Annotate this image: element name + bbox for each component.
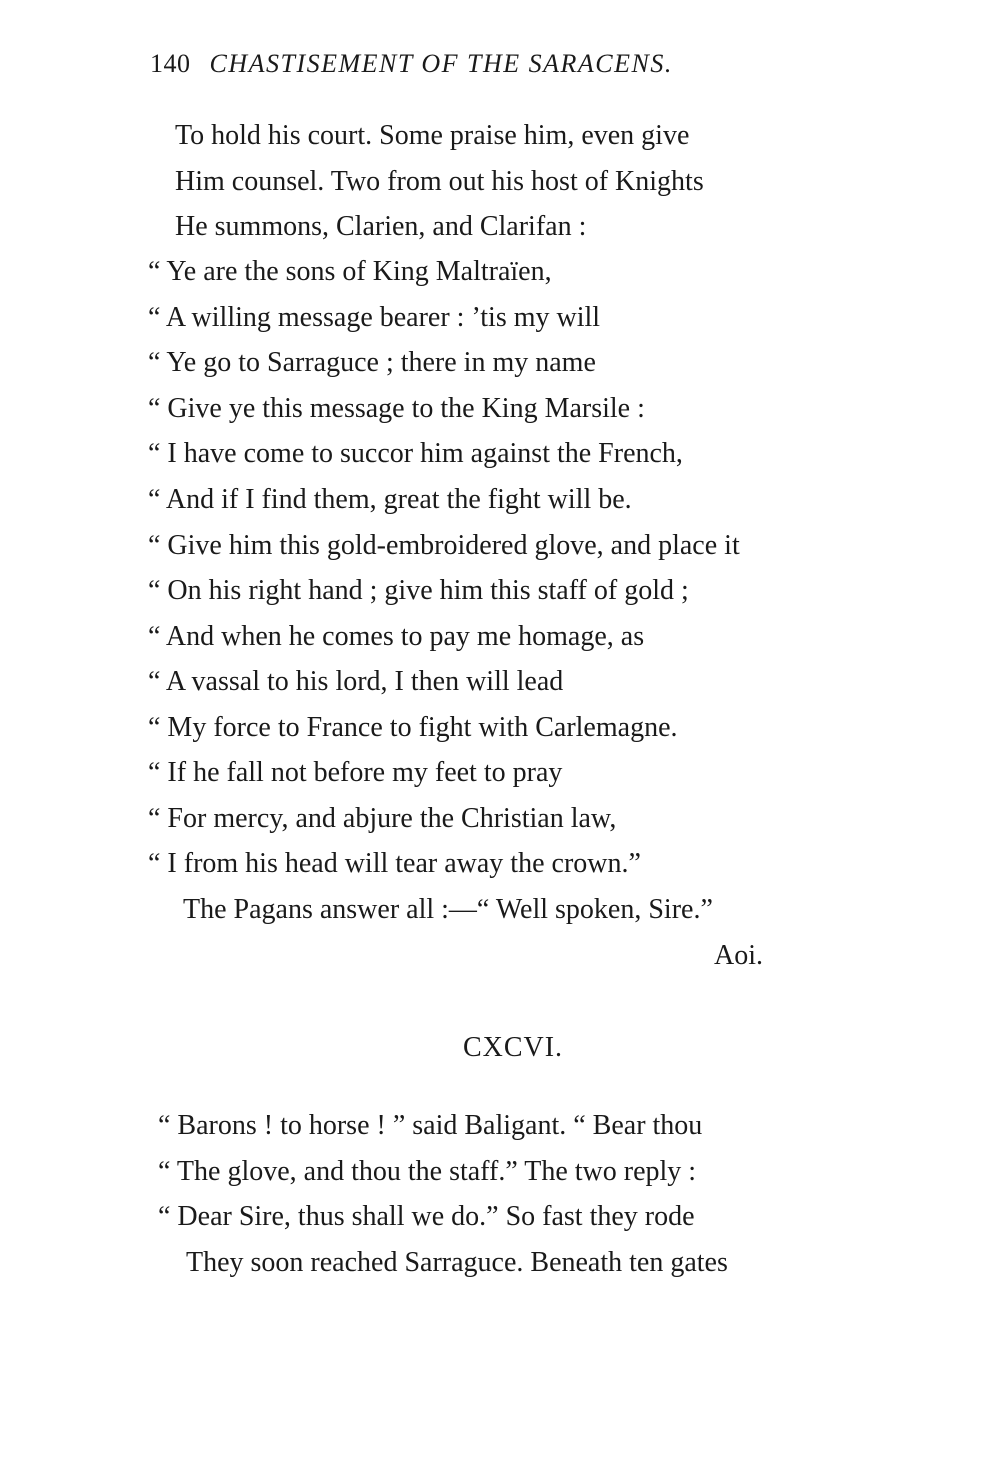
verse-line: “ My force to France to fight with Carlemagne.	[148, 712, 678, 743]
closing-word: Aoi.	[714, 940, 763, 971]
page-number: 140	[150, 49, 191, 78]
verse-line: “ Dear Sire, thus shall we do.” So fast they rode	[158, 1201, 695, 1232]
verse-line: “ Ye go to Sarraguce ; there in my name	[148, 347, 596, 378]
verse-line: “ I from his head will tear away the crown.”	[148, 848, 641, 879]
verse-line: “ Give ye this message to the King Marsile :	[148, 393, 645, 424]
verse-line: “ And if I find them, great the fight will be.	[148, 484, 632, 515]
verse-line: “ For mercy, and abjure the Christian law,	[148, 803, 617, 834]
verse-line: “ And when he comes to pay me homage, as	[148, 621, 645, 652]
verse-line: To hold his court. Some praise him, even give	[175, 120, 690, 151]
verse-line: The Pagans answer all :—“ Well spoken, Sire.”	[183, 894, 713, 925]
verse-line: “ Ye are the sons of King Maltraïen,	[148, 256, 552, 287]
verse-line: “ A vassal to his lord, I then will lead	[148, 666, 564, 697]
verse-line: “ I have come to succor him against the French,	[148, 438, 683, 469]
verse-line: “ Give him this gold-embroidered glove, and place it	[148, 530, 740, 561]
page-header	[150, 44, 673, 84]
verse-line: Him counsel. Two from out his host of Knights	[175, 166, 704, 197]
verse-line: “ If he fall not before my feet to pray	[148, 757, 563, 788]
verse-line: “ The glove, and thou the staff.” The two reply :	[158, 1156, 697, 1187]
verse-line: “ A willing message bearer : ’tis my will	[148, 302, 601, 333]
verse-line: “ On his right hand ; give him this staff of gold ;	[148, 575, 689, 606]
verse-line: “ Barons ! to horse ! ” said Baligant. “ Bear thou	[158, 1110, 703, 1141]
section-heading: CXCVI.	[462, 1032, 564, 1063]
verse-line: He summons, Clarien, and Clarifan :	[175, 211, 587, 242]
verse-line: They soon reached Sarraguce. Beneath ten gates	[186, 1247, 728, 1278]
running-title: CHASTISEMENT OF THE SARACENS.	[209, 49, 673, 78]
